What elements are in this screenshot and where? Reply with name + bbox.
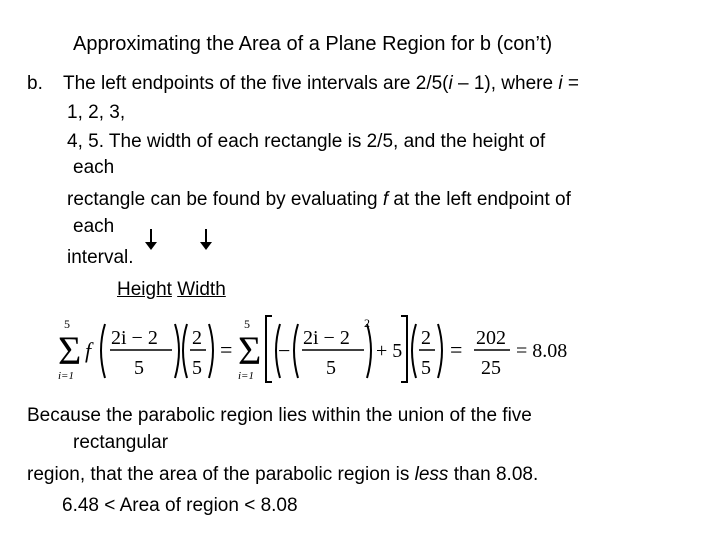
denominator-5-b: 5 [192, 357, 202, 379]
para-b-line-6: each [73, 216, 115, 237]
sum-upper-limit-1: 5 [64, 317, 70, 331]
conclusion-line-2: rectangular [73, 432, 169, 453]
denominator-5-d: 5 [421, 357, 431, 379]
inequality-result: 6.48 < Area of region < 8.08 [62, 495, 298, 516]
para-b-line-3: 4, 5. The width of each rectangle is 2/5, and the height of [67, 131, 546, 152]
summation-formula [58, 312, 578, 384]
result-value: = 8.08 [516, 340, 568, 362]
sum-upper-limit-2: 5 [244, 317, 250, 331]
sum-lower-limit-2: i=1 [238, 370, 254, 382]
slide-title: Approximating the Area of a Plane Region for b (con’t) [73, 33, 553, 55]
para-b-line-5: rectangle can be found by evaluating f at the left endpoint of [67, 189, 571, 210]
height-label: Height [117, 279, 172, 300]
para-b-line-4: each [73, 157, 115, 178]
sigma-symbol-1: Σ [58, 328, 82, 373]
fraction-denominator-25: 25 [481, 357, 501, 379]
conclusion-line-3: region, that the area of the parabolic region is less than 8.08. [27, 464, 539, 485]
sigma-symbol-2: Σ [238, 328, 262, 373]
denominator-5-a: 5 [134, 357, 144, 379]
width-arrow [205, 229, 207, 244]
exponent-2: 2 [364, 316, 370, 330]
equals-1: = [220, 337, 233, 362]
conclusion-line-1: Because the parabolic region lies within the union of the five [27, 405, 532, 426]
numerator-2i-2: 2i − 2 [111, 327, 158, 349]
denominator-5-c: 5 [326, 357, 336, 379]
equals-2: = [450, 337, 463, 362]
para-b-line-2: 1, 2, 3, [67, 102, 126, 123]
width-label: Width [177, 279, 226, 300]
dimension-labels [117, 279, 226, 301]
sum-lower-limit-1: i=1 [58, 370, 74, 382]
numerator-2i-2-b: 2i − 2 [303, 327, 350, 349]
label-b: b. [27, 73, 43, 94]
para-b-line-1: The left endpoints of the five intervals are 2/5(i – 1), where i = [63, 73, 579, 94]
numerator-2-a: 2 [192, 327, 202, 349]
plus-five: + 5 [376, 340, 403, 362]
para-b-line-7: interval. [67, 247, 134, 268]
fraction-numerator-202: 202 [476, 327, 506, 349]
numerator-2-b: 2 [421, 327, 431, 349]
height-arrow [150, 229, 152, 244]
function-f: f [85, 338, 92, 363]
minus-sign: − [278, 338, 291, 363]
